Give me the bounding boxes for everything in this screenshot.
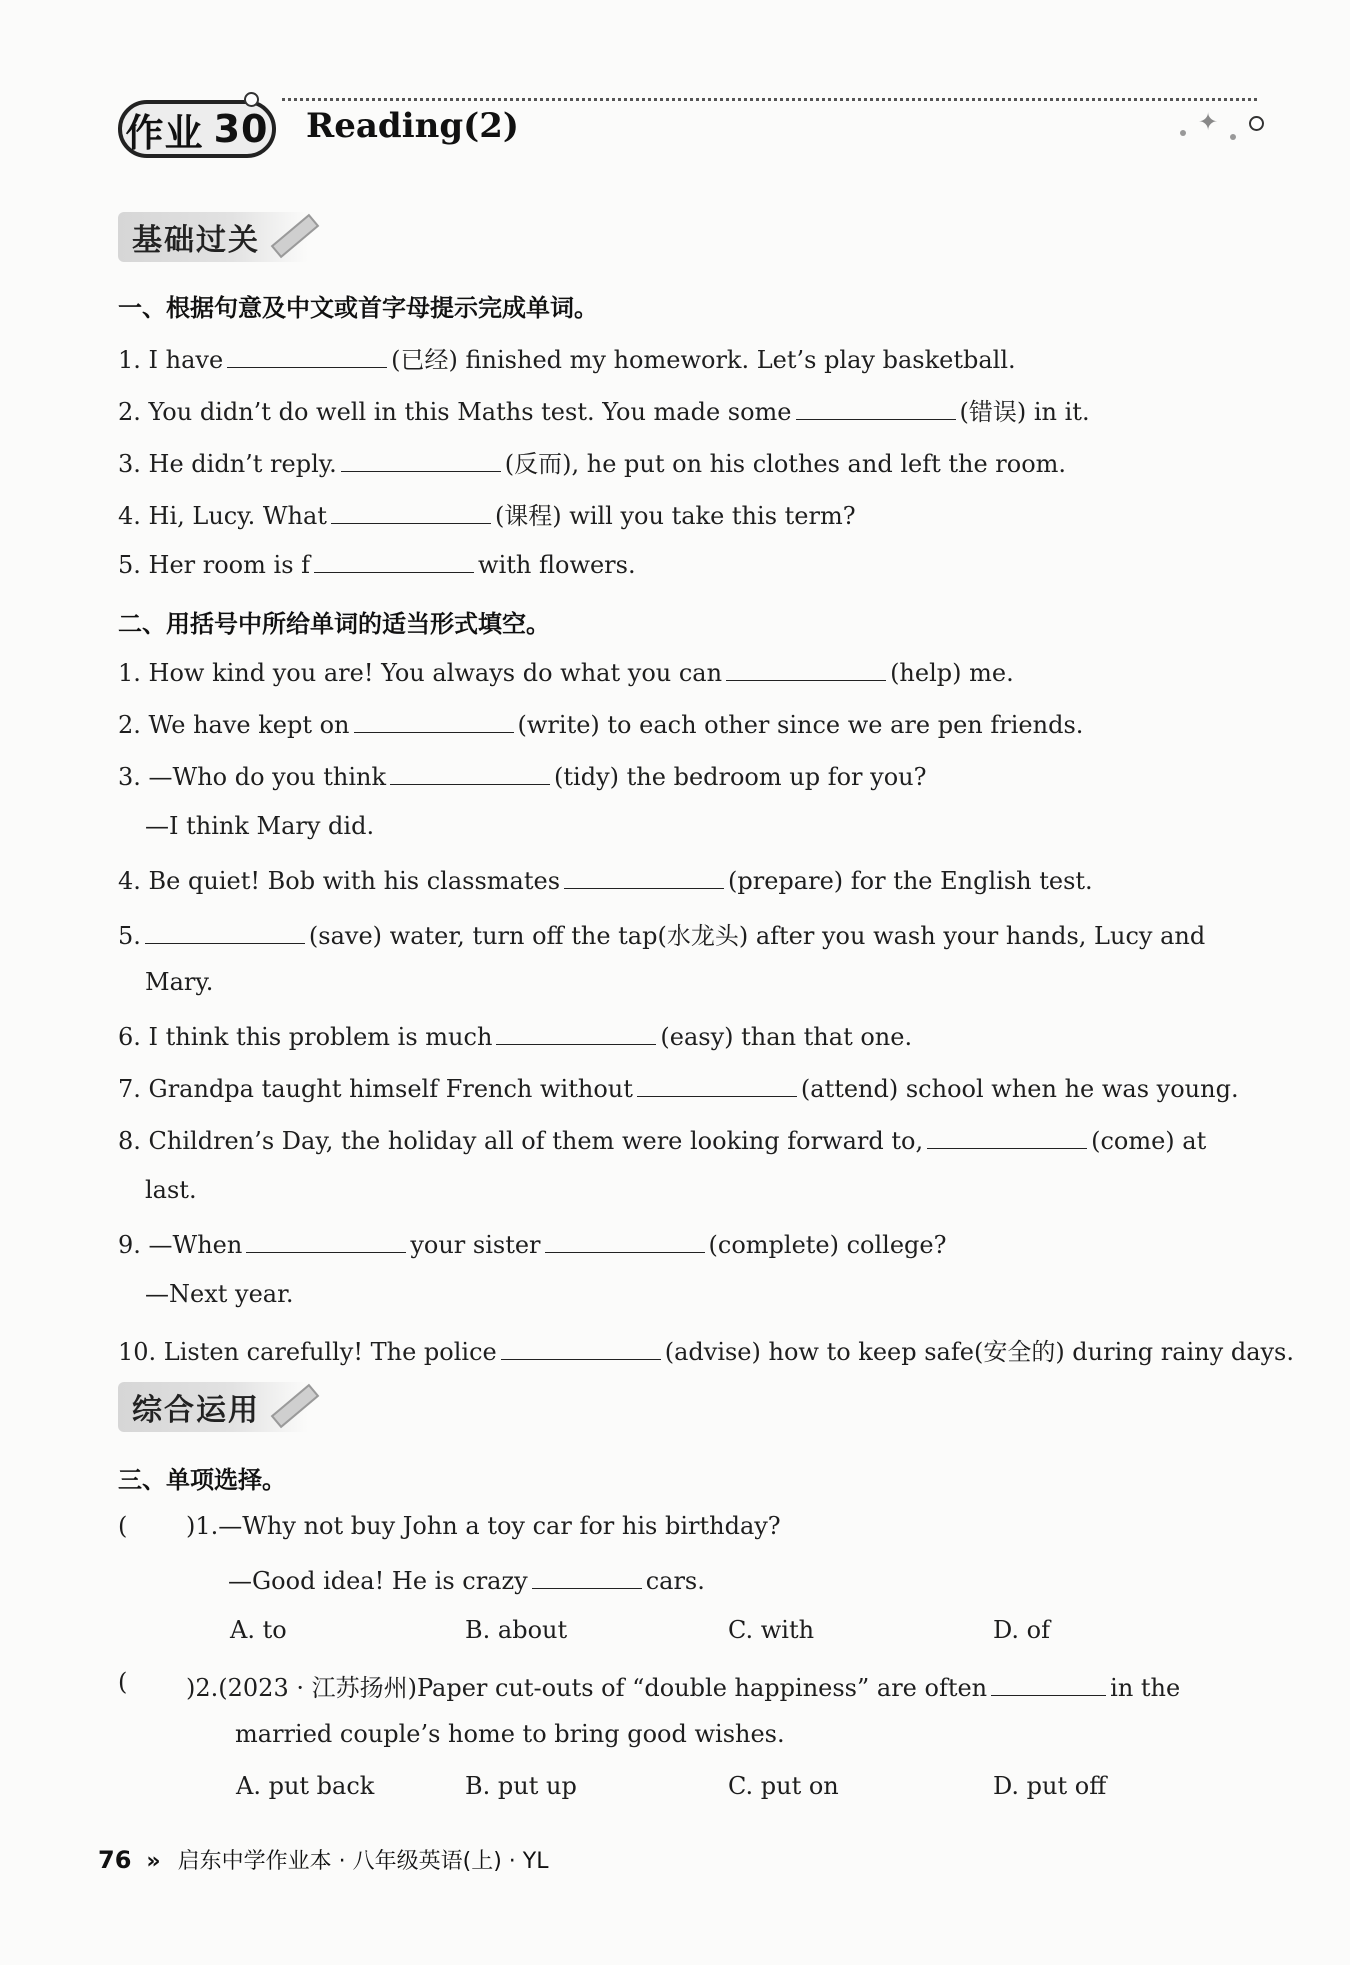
answer-blank[interactable]: [532, 1564, 642, 1589]
part2-item: 2. We have kept on (write) to each other since we are pen friends.: [118, 708, 1083, 739]
decor-dot: [1230, 134, 1236, 140]
mc-question: )2.(2023 · 江苏扬州)Paper cut-outs of “double happiness” are often in the: [186, 1668, 1180, 1703]
answer-blank[interactable]: [545, 1228, 705, 1253]
decor-dot: [1180, 130, 1186, 136]
header-dotted-line: [282, 98, 1257, 103]
page-title: Reading(2): [306, 106, 519, 146]
homework-badge-label: 作业: [125, 110, 204, 155]
mc-question: )1.—Why not buy John a toy car for his birthday?: [186, 1512, 781, 1540]
sparkle-icon: ✦: [1198, 108, 1219, 136]
part1-item: 4. Hi, Lucy. What (课程) will you take this term?: [118, 496, 856, 531]
part2-item: 10. Listen carefully! The police (advise) how to keep safe(安全的) during rainy days.: [118, 1332, 1294, 1367]
part1-item: 5. Her room is f with flowers.: [118, 548, 636, 579]
option-a[interactable]: A. put back: [236, 1772, 375, 1800]
answer-blank[interactable]: [564, 864, 724, 889]
option-a[interactable]: A. to: [230, 1616, 287, 1644]
option-b[interactable]: B. about: [465, 1616, 568, 1644]
answer-blank[interactable]: [354, 708, 514, 733]
homework-badge: [118, 100, 276, 158]
answer-blank[interactable]: [314, 548, 474, 573]
homework-badge-number: 30: [213, 107, 269, 151]
answer-blank[interactable]: [145, 919, 305, 944]
option-c[interactable]: C. with: [728, 1616, 815, 1644]
part2-item: 5. (save) water, turn off the tap(水龙头) after you wash your hands, Lucy and: [118, 916, 1205, 951]
part2-item-continuation: —Next year.: [145, 1280, 294, 1308]
section-banner-basics-label: 基础过关: [132, 223, 260, 258]
part2-item: 3. —Who do you think (tidy) the bedroom up for you?: [118, 760, 926, 791]
part1-item: 2. You didn’t do well in this Maths test. You made some (错误) in it.: [118, 392, 1090, 427]
part1-item: 3. He didn’t reply. (反而), he put on his clothes and left the room.: [118, 444, 1066, 479]
answer-blank[interactable]: [637, 1072, 797, 1097]
option-b[interactable]: B. put up: [465, 1772, 577, 1800]
book-title: 启东中学作业本 · 八年级英语(上) · YL: [177, 1849, 549, 1874]
answer-paren[interactable]: (: [118, 1668, 128, 1696]
answer-blank[interactable]: [390, 760, 550, 785]
mc-question-line2: —Good idea! He is crazy cars.: [228, 1564, 705, 1595]
page-footer: [98, 1844, 548, 1875]
mc-question-line2: married couple’s home to bring good wishes.: [235, 1720, 785, 1748]
answer-blank[interactable]: [227, 343, 387, 368]
part1-heading: 一、根据句意及中文或首字母提示完成单词。: [118, 294, 598, 322]
part1-item: 1. I have (已经) finished my homework. Let’s play basketball.: [118, 340, 1016, 375]
answer-blank[interactable]: [496, 1020, 656, 1045]
answer-blank[interactable]: [796, 395, 956, 420]
part2-item-continuation: Mary.: [145, 968, 214, 996]
answer-blank[interactable]: [927, 1124, 1087, 1149]
answer-blank[interactable]: [726, 656, 886, 681]
answer-blank[interactable]: [341, 447, 501, 472]
part2-item: 6. I think this problem is much (easy) than that one.: [118, 1020, 912, 1051]
option-c[interactable]: C. put on: [728, 1772, 839, 1800]
answer-blank[interactable]: [991, 1671, 1106, 1696]
answer-paren[interactable]: (: [118, 1512, 128, 1540]
part2-item: 8. Children’s Day, the holiday all of them were looking forward to, (come) at: [118, 1124, 1206, 1155]
answer-blank[interactable]: [246, 1228, 406, 1253]
answer-blank[interactable]: [331, 499, 491, 524]
answer-blank[interactable]: [501, 1335, 661, 1360]
page-number: 76: [98, 1846, 132, 1874]
part2-item: 7. Grandpa taught himself French without (attend) school when he was young.: [118, 1072, 1239, 1103]
double-arrow-icon: »: [146, 1849, 161, 1874]
part2-item-continuation: last.: [145, 1176, 197, 1204]
header-circle-left: [244, 92, 259, 107]
part2-item: 4. Be quiet! Bob with his classmates (prepare) for the English test.: [118, 864, 1093, 895]
part3-heading: 三、单项选择。: [118, 1466, 286, 1494]
part2-item: 1. How kind you are! You always do what you can (help) me.: [118, 656, 1014, 687]
option-d[interactable]: D. put off: [993, 1772, 1107, 1800]
option-d[interactable]: D. of: [993, 1616, 1050, 1644]
part2-item: 9. —When your sister (complete) college?: [118, 1228, 947, 1259]
part2-heading: 二、用括号中所给单词的适当形式填空。: [118, 610, 550, 638]
header-circle-right: [1249, 116, 1264, 131]
part2-item-continuation: —I think Mary did.: [145, 812, 375, 840]
section-banner-comprehensive-label: 综合运用: [132, 1393, 260, 1428]
